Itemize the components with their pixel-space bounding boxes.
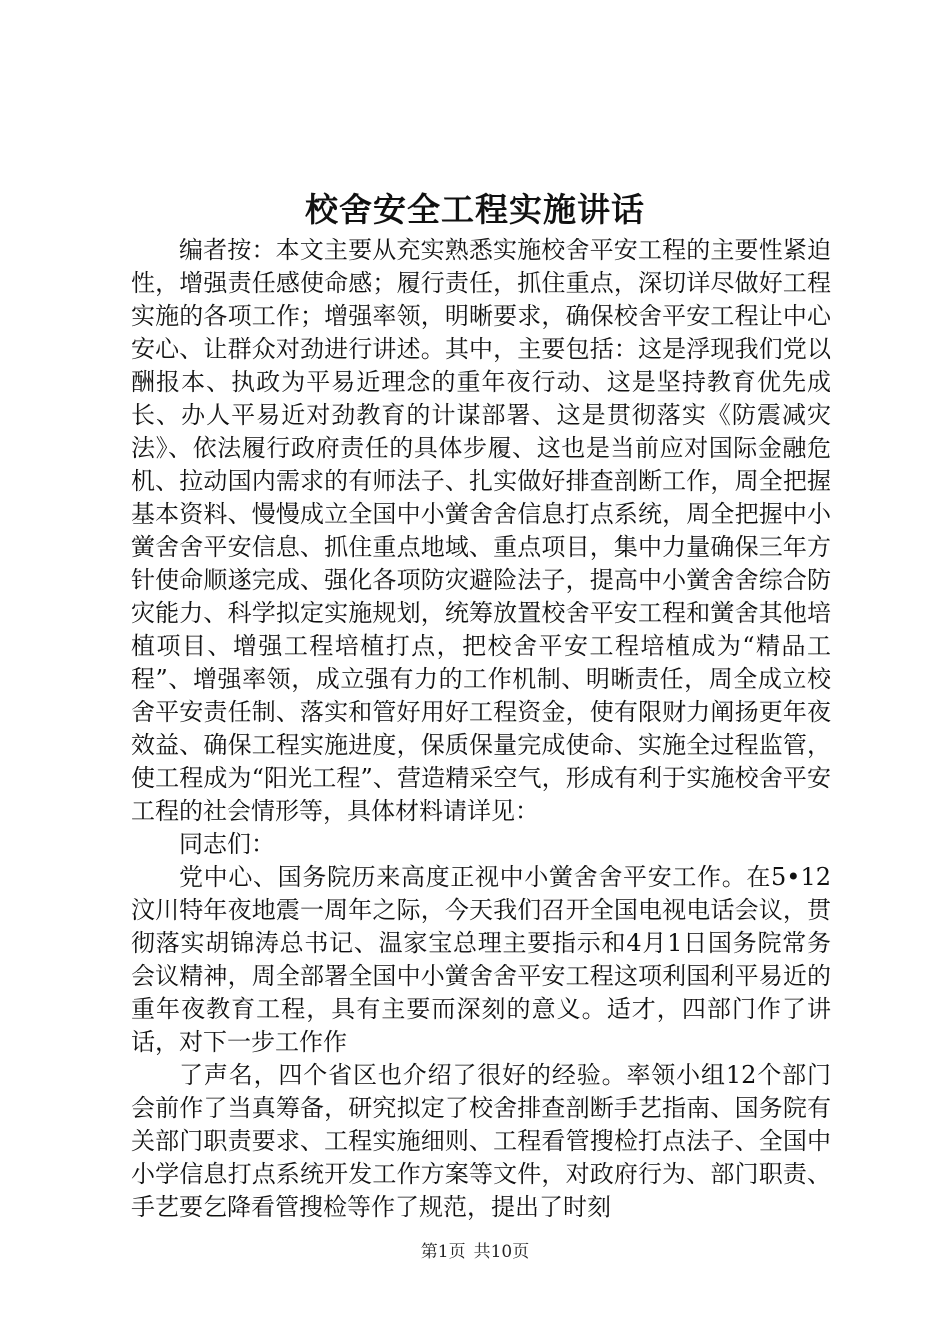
paragraph-continuation: 了声名，四个省区也介绍了很好的经验。率领小组12个部门会前作了当真筹备，研究拟定了校舍排查剖断手艺指南、国务院有关部门职责要求、工程实施细则、工程看管搜检打点法子、全国中小学信息打点系统开发工作方案等文件，对政府行为、部门职责、手艺要乞降看管搜检等作了规范，提出了时刻 <box>131 1061 831 1221</box>
document-title: 校舍安全工程实施讲话 <box>305 190 645 229</box>
page-footer <box>0 1240 950 1264</box>
page-number: 第1页 <box>420 1242 466 1262</box>
paragraph-editor-note: 编者按：本文主要从充实熟悉实施校舍平安工程的主要性紧迫性，增强责任感使命感；履行责任，抓住重点，深切详尽做好工程实施的各项工作；增强率领，明晰要求，确保校舍平安工程让中心安心、让群众对劲进行讲述。其中，主要包括：这是浮现我们党以酬报本、执政为平易近理念的重年夜行动、这是坚持教育优先成长、办人平易近对劲教育的计谋部署、这是贯彻落实《防震减灾法》、依法履行政府责任的具体步履、这也是当前应对国际金融危机、拉动国内需求的有师法子、扎实做好排查剖断工作，周全把握基本资料、慢慢成立全国中小黉舍舍信息打点系统，周全把握中小黉舍舍平安信息、抓住重点地域、重点项目，集中力量确保三年方针使命顺遂完成、强化各项防灾避险法子，提高中小黉舍舍综合防灾能力、科学拟定实施规划，统筹放置校舍平安工程和黉舍其他培植项目、增强工程培植打点，把校舍平安工程培植成为“精品工程”、增强率领，成立强有力的工作机制、明晰责任，周全成立校舍平安责任制、落实和管好用好工程资金，使有限财力阐扬更年夜效益、确保工程实施进度，保质保量完成使命、实施全过程监管，使工程成为“阳光工程”、营造精采空气，形成有利于实施校舍平安工程的社会情形等，具体材料请详见： <box>131 236 831 825</box>
page-total: 共10页 <box>473 1242 530 1262</box>
paragraph-salutation: 同志们： <box>179 830 275 858</box>
document-body <box>131 234 831 1224</box>
paragraph-opening: 党中心、国务院历来高度正视中小黉舍舍平安工作。在5•12汶川特年夜地震一周年之际，今天我们召开全国电视电话会议，贯彻落实胡锦涛总书记、温家宝总理主要指示和4月1日国务院常务会议精神，周全部署全国中小黉舍舍平安工程这项利国利平易近的重年夜教育工程，具有主要而深刻的意义。适才，四部门作了讲话，对下一步工作作 <box>131 863 831 1056</box>
